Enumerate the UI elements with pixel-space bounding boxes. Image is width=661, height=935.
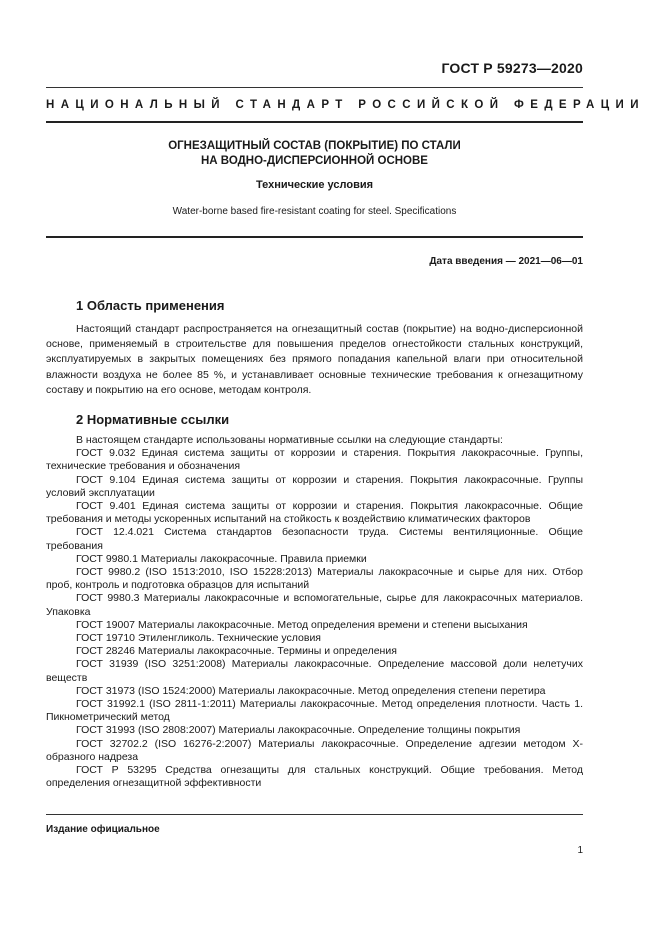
section-1-paragraph: Настоящий стандарт распространяется на огнезащитный состав (покрытие) на водно-дисперсионной основе, применяемый в строительстве для повышения пределов огнестойкости стальных конструкций, эксплуатируемых в закрытых помещениях без прямого попадания капельной влаги при относительной влажности воздуха не более 85 %, и устанавливает основные технические требования к огнезащитному составу и покрытию на его основе, методам контроля. (46, 323, 583, 396)
document-subtitle: Технические условия (255, 179, 374, 191)
section-1-heading: 1 Область применения (76, 298, 225, 313)
document-title (46, 139, 583, 169)
header-rule (46, 87, 583, 88)
footer-rule (46, 814, 583, 815)
reference-item: ГОСТ 9980.2 (ISO 1513:2010, ISO 15228:2013) Материалы лакокрасочные и сырье для них. Отбор проб, контроль и подготовка образцов для испытаний (46, 566, 583, 592)
title-line-2: НА ВОДНО-ДИСПЕРСИОННОЙ ОСНОВЕ (201, 155, 428, 167)
reference-item: ГОСТ 31993 (ISO 2808:2007) Материалы лакокрасочные. Определение толщины покрытия (76, 724, 521, 737)
reference-item: ГОСТ 31992.1 (ISO 2811-1:2011) Материалы лакокрасочные. Метод определения плотности. Часть 1. Пикнометрический метод (46, 698, 583, 724)
reference-item: ГОСТ 32702.2 (ISO 16276-2:2007) Материалы лакокрасочные. Определение адгезии методом Х-образного надреза (46, 737, 583, 763)
title-line-1: ОГНЕЗАЩИТНЫЙ СОСТАВ (ПОКРЫТИЕ) ПО СТАЛИ (168, 140, 461, 152)
reference-item: ГОСТ 9980.1 Материалы лакокрасочные. Правила приемки (76, 552, 367, 565)
reference-item: ГОСТ 9.104 Единая система защиты от коррозии и старения. Покрытия лакокрасочные. Группы условий эксплуатации (46, 473, 583, 499)
reference-item: ГОСТ 28246 Материалы лакокрасочные. Термины и определения (76, 645, 397, 658)
reference-item: ГОСТ Р 53295 Средства огнезащиты для стальных конструкций. Общие требования. Метод определения огнезащитной эффективности (46, 764, 583, 790)
national-standard-heading: НАЦИОНАЛЬНЫЙ СТАНДАРТ РОССИЙСКОЙ ФЕДЕРАЦИИ (46, 99, 645, 111)
section-2-heading: 2 Нормативные ссылки (76, 412, 230, 427)
section-1-body (46, 322, 583, 398)
gost-number: ГОСТ Р 59273—2020 (441, 60, 583, 76)
reference-item: ГОСТ 12.4.021 Система стандартов безопасности труда. Системы вентиляционные. Общие требования (46, 526, 583, 552)
reference-item: ГОСТ 31973 (ISO 1524:2000) Материалы лакокрасочные. Метод определения степени перетира (76, 684, 546, 697)
normative-references (46, 434, 583, 790)
references-intro: В настоящем стандарте использованы нормативные ссылки на следующие стандарты: (76, 434, 503, 446)
header-rule-bold (46, 121, 583, 123)
english-title: Water-borne based fire-resistant coating for steel. Specifications (172, 206, 457, 217)
reference-item: ГОСТ 19710 Этиленгликоль. Технические условия (76, 632, 321, 645)
page-number: 1 (577, 845, 583, 856)
introduction-date: Дата введения — 2021—06—01 (429, 256, 583, 267)
title-rule (46, 236, 583, 238)
reference-item: ГОСТ 9.032 Единая система защиты от коррозии и старения. Покрытия лакокрасочные. Группы, технические требования и обозначения (46, 447, 583, 473)
reference-item: ГОСТ 31939 (ISO 3251:2008) Материалы лакокрасочные. Определение массовой доли нелетучих веществ (46, 658, 583, 684)
official-edition-label: Издание официальное (46, 824, 160, 835)
reference-item: ГОСТ 19007 Материалы лакокрасочные. Метод определения времени и степени высыхания (76, 618, 528, 631)
reference-item: ГОСТ 9980.3 Материалы лакокрасочные и вспомогательные, сырье для лакокрасочных материалов. Упаковка (46, 592, 583, 618)
reference-item: ГОСТ 9.401 Единая система защиты от коррозии и старения. Покрытия лакокрасочные. Общие требования и методы ускоренных испытаний на стойкость к воздействию климатических факторов (46, 500, 583, 526)
